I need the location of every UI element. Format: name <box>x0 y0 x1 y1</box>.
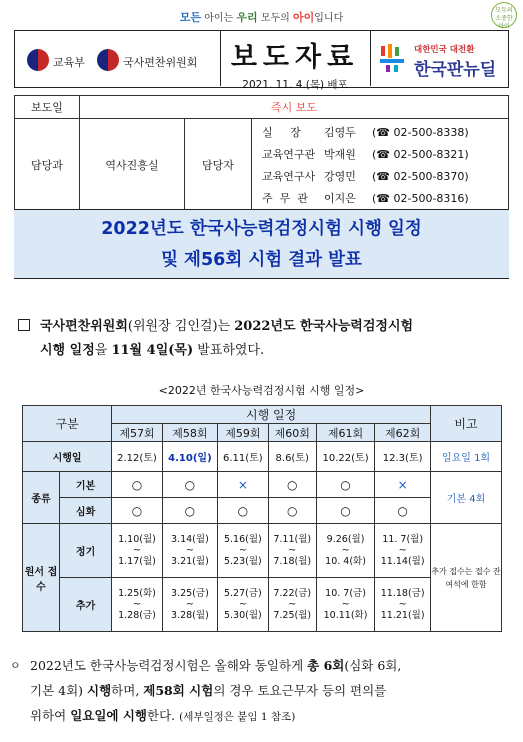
basic-mark: × <box>218 472 269 498</box>
basic-mark: × <box>375 472 431 498</box>
row-sublabel: 정기 <box>60 524 112 578</box>
ministry-name: 교육부 <box>53 56 85 69</box>
apply-period <box>268 578 316 632</box>
release-label: 보도일 <box>15 96 80 119</box>
summary-text: 시행 <box>87 683 112 698</box>
contact-name: 김영두 <box>324 126 356 139</box>
apply-period <box>112 578 163 632</box>
apply-start: 7.11(월) <box>273 534 312 545</box>
col-header-gubun: 구분 <box>23 406 112 442</box>
press-title-cell <box>220 31 371 91</box>
headline-line: 및 제56회 시험 결과 발표 <box>161 250 362 270</box>
tilde: ~ <box>398 599 407 610</box>
contact-phone: (☎ 02-500-8370) <box>372 169 469 183</box>
basic-mark: ○ <box>162 472 217 498</box>
headline-banner <box>14 209 509 279</box>
tilde: ~ <box>288 599 297 610</box>
row-label: 종류 <box>23 472 60 524</box>
new-deal-logo <box>370 31 507 86</box>
apply-period <box>218 524 269 578</box>
tilde: ~ <box>238 545 247 556</box>
adv-mark: ○ <box>218 498 269 524</box>
row-sublabel: 기본 <box>60 472 112 498</box>
apply-end: 5.30(월) <box>223 610 262 621</box>
adv-mark: ○ <box>162 498 217 524</box>
apply-period <box>316 578 375 632</box>
press-title: 보도자료 <box>230 42 360 73</box>
intro-text: 국사편찬위원회 <box>40 319 128 334</box>
apply-start: 11.18(금) <box>380 588 425 599</box>
intro-text: 2022년도 한국사능력검정시험 <box>234 319 414 334</box>
exam-date: 8.6(토) <box>268 442 316 472</box>
person-label: 담당자 <box>185 119 252 212</box>
exam-date: 2.12(토) <box>112 442 163 472</box>
adv-mark: ○ <box>316 498 375 524</box>
summary-text: 총 6회 <box>307 658 345 673</box>
dept-value: 역사진흥실 <box>80 119 185 212</box>
apply-start: 10. 7(금) <box>325 588 366 599</box>
contact-role: 교육연구사 <box>262 170 316 183</box>
contact-row <box>262 165 508 187</box>
apply-period <box>375 524 431 578</box>
apply-period <box>268 524 316 578</box>
apply-end: 11.14(월) <box>380 556 425 567</box>
exam-date: 12.3(토) <box>375 442 431 472</box>
summary-paragraph <box>10 653 508 730</box>
slogan-word: 아이는 <box>204 13 234 24</box>
apply-start: 11. 7(월) <box>382 534 424 545</box>
adv-mark: ○ <box>268 498 316 524</box>
apply-period <box>375 578 431 632</box>
tilde: ~ <box>185 545 194 556</box>
round-header: 제57회 <box>112 424 163 442</box>
summary-text: 기본 4회) <box>30 683 88 698</box>
contact-name: 이지은 <box>324 192 356 205</box>
exam-date: 4.10(일) <box>162 442 217 472</box>
contact-row <box>262 121 508 143</box>
new-deal-icon <box>378 43 406 73</box>
basic-mark: ○ <box>268 472 316 498</box>
apply-period <box>162 578 217 632</box>
press-header <box>14 30 509 91</box>
row-label: 원서 접수 <box>23 524 60 632</box>
extra-apply-row <box>23 578 502 632</box>
advanced-row <box>23 498 502 524</box>
round-header: 제60회 <box>268 424 316 442</box>
tilde: ~ <box>398 545 407 556</box>
release-value: 즉시 보도 <box>80 96 509 119</box>
summary-text: 일요일에 시행 <box>70 708 148 723</box>
apply-end: 10. 4(화) <box>325 556 366 567</box>
contact-list <box>262 121 508 209</box>
basic-mark: ○ <box>112 472 163 498</box>
slogan-word: 입니다 <box>314 13 344 24</box>
round-header: 제61회 <box>316 424 375 442</box>
apply-period <box>112 524 163 578</box>
apply-end: 1.28(금) <box>118 610 156 621</box>
apply-end: 3.21(월) <box>171 556 209 567</box>
round-header: 제59회 <box>218 424 269 442</box>
tilde: ~ <box>238 599 247 610</box>
contact-name: 박재원 <box>324 148 356 161</box>
regular-apply-row <box>23 524 502 578</box>
summary-text: 하며, <box>111 683 144 698</box>
children-logo <box>491 2 517 28</box>
col-header-schedule: 시행 일정 <box>112 406 431 424</box>
table-caption: <2022년 한국사능력검정시험 시행 일정> <box>158 384 365 397</box>
intro-paragraph <box>18 315 508 363</box>
slogan-word: 우리 <box>236 11 258 24</box>
apply-start: 5.27(금) <box>223 588 262 599</box>
apply-end: 7.25(월) <box>273 610 312 621</box>
apply-end: 5.23(월) <box>223 556 262 567</box>
round-header: 제62회 <box>375 424 431 442</box>
exam-day-row <box>23 442 502 472</box>
intro-text: 을 <box>94 343 112 358</box>
row-sublabel: 심화 <box>60 498 112 524</box>
ministry-logos <box>15 31 221 86</box>
contact-phone: (☎ 02-500-8338) <box>372 125 469 139</box>
apply-start: 1.25(화) <box>118 588 156 599</box>
basic-mark: ○ <box>316 472 375 498</box>
apply-start: 3.14(월) <box>171 534 209 545</box>
ministry-name: 국사편찬위원회 <box>123 56 198 69</box>
contact-row <box>262 143 508 165</box>
summary-text: (심화 6회, <box>344 658 402 673</box>
summary-text: 2022년도 한국사능력검정시험은 올해와 동일하게 <box>30 658 308 673</box>
tilde: ~ <box>341 545 350 556</box>
tilde: ~ <box>132 545 141 556</box>
intro-text: 발표하였다. <box>193 343 265 358</box>
tilde: ~ <box>185 599 194 610</box>
exam-date: 6.11(토) <box>218 442 269 472</box>
contact-phone: (☎ 02-500-8316) <box>372 191 469 205</box>
apply-note: 추가 접수는 접수 잔여석에 한함 <box>431 524 502 632</box>
tilde: ~ <box>288 545 297 556</box>
government-emblem-icon <box>97 49 119 71</box>
adv-mark: ○ <box>112 498 163 524</box>
summary-text: 위하여 <box>30 708 71 723</box>
slogan-word: 아이 <box>293 11 315 24</box>
exam-day-note: 일요일 1회 <box>431 442 502 472</box>
contact-role: 주 무 관 <box>262 192 308 205</box>
children-logo-text: 모두의 소중한 아이 <box>495 7 513 30</box>
summary-text: 의 경우 토요근무자 등의 편의를 <box>213 683 387 698</box>
col-header-bigo: 비고 <box>431 406 502 442</box>
dept-label: 담당과 <box>15 119 80 212</box>
apply-end: 3.28(월) <box>171 610 209 621</box>
contact-row <box>262 187 508 209</box>
contact-info-table <box>14 95 509 212</box>
apply-end: 1.17(월) <box>118 556 156 567</box>
apply-period <box>316 524 375 578</box>
bullet-icon: ㅇ <box>10 659 21 672</box>
slogan <box>0 9 523 25</box>
apply-start: 1.10(월) <box>118 534 156 545</box>
apply-period <box>162 524 217 578</box>
basic-row <box>23 472 502 498</box>
summary-text: (세부일정은 붙임 1 참조) <box>179 711 296 723</box>
round-header: 제58회 <box>162 424 217 442</box>
intro-text: 시행 일정 <box>40 343 95 358</box>
exam-date: 10.22(토) <box>316 442 375 472</box>
summary-text: 제58회 시험 <box>143 683 214 698</box>
checkbox-bullet-icon <box>18 319 30 331</box>
apply-start: 9.26(월) <box>326 534 365 545</box>
tilde: ~ <box>132 599 141 610</box>
apply-start: 5.16(월) <box>223 534 262 545</box>
slogan-word: 모든 <box>179 11 202 24</box>
intro-text: (위원장 김인걸)는 <box>127 319 235 334</box>
headline-line: 2022년도 한국사능력검정시험 시행 일정 <box>101 219 422 239</box>
apply-end: 7.18(월) <box>273 556 312 567</box>
apply-start: 7.22(금) <box>273 588 312 599</box>
summary-text: 한다. <box>147 708 180 723</box>
apply-period <box>218 578 269 632</box>
contact-role: 실 장 <box>262 126 301 139</box>
release-date: 2021. 11. 4.(목) 배포 <box>242 79 348 91</box>
contact-name: 강영민 <box>324 170 356 183</box>
government-emblem-icon <box>27 49 49 71</box>
row-sublabel: 추가 <box>60 578 112 632</box>
intro-text: 11월 4일(목) <box>111 343 194 358</box>
type-note: 기본 4회 <box>431 472 502 524</box>
schedule-table <box>22 405 502 632</box>
apply-end: 10.11(화) <box>323 610 368 621</box>
row-label: 시행일 <box>23 442 112 472</box>
slogan-word: 모두의 <box>260 13 290 24</box>
adv-mark: ○ <box>375 498 431 524</box>
apply-end: 11.21(월) <box>380 610 425 621</box>
new-deal-subtitle: 대한민국 대전환 <box>414 45 475 55</box>
apply-start: 3.25(금) <box>171 588 209 599</box>
tilde: ~ <box>341 599 350 610</box>
contact-role: 교육연구관 <box>262 148 316 161</box>
new-deal-title: 한국판뉴딜 <box>414 60 497 80</box>
contact-phone: (☎ 02-500-8321) <box>372 147 469 161</box>
